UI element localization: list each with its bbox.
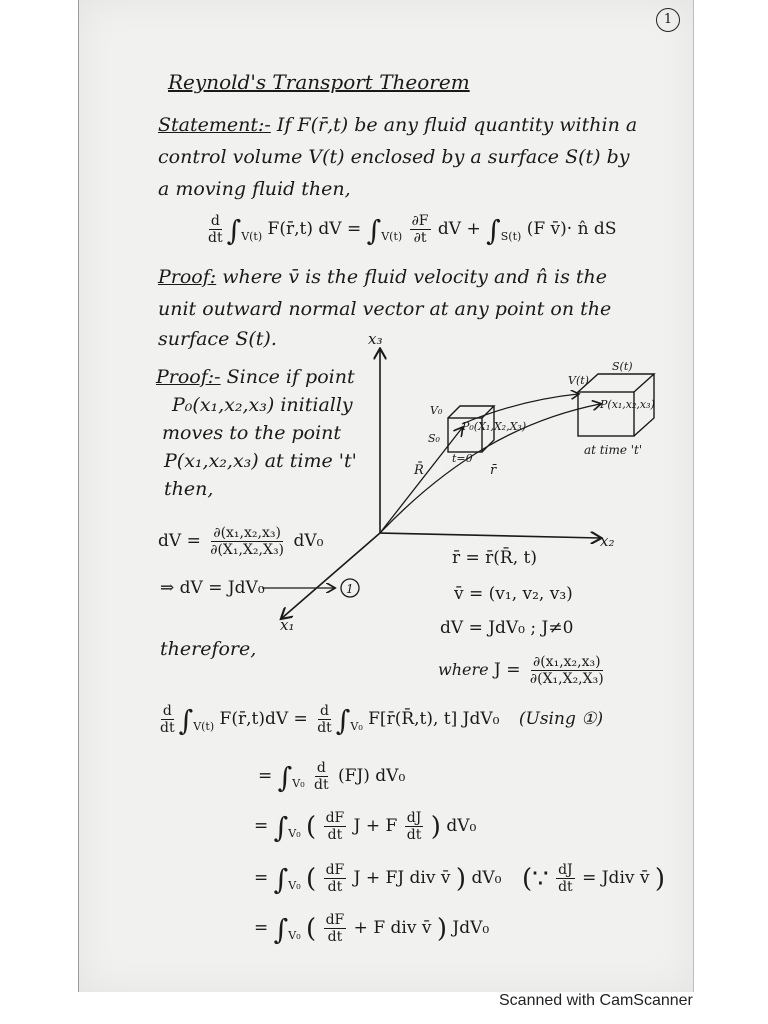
- where-label: Proof:: [158, 266, 217, 288]
- djdt-fraction-2: $\frac{dJ}{dt}$: [558, 862, 573, 895]
- main-eq-rhs2: (F v̄)· n̂ dS: [526, 219, 617, 239]
- jacobian-denominator: ∂(X₁,X₂,X₃): [210, 542, 285, 558]
- t0-label: t=0: [452, 452, 473, 465]
- page-number: 1: [656, 8, 680, 32]
- derivation-l3b: dV₀: [446, 816, 477, 836]
- ddt-fraction-1: $\frac{d}{dt}$: [160, 703, 175, 736]
- main-eq-rhs1: dV: [437, 219, 462, 239]
- proof-label: Proof:-: [156, 366, 221, 388]
- where-word: where: [438, 660, 489, 679]
- derivation-l3a: J + F: [353, 816, 398, 836]
- derivation-l2: (FJ) dV₀: [338, 766, 406, 786]
- dv-equation: [158, 525, 323, 558]
- page-title: Reynold's Transport Theorem: [168, 70, 470, 94]
- therefore-label: therefore,: [160, 638, 257, 660]
- derivation-l5a: + F div v̄: [353, 918, 432, 938]
- j-lhs: J =: [494, 660, 521, 680]
- derivation-line-2: = $\int_{V_0}$ $\frac{d}{dt}$ (FJ) dV₀: [258, 760, 406, 794]
- jacobian-numerator: ∂(x₁,x₂,x₃): [213, 525, 281, 541]
- relation-2: v̄ = (v₁, v₂, v₃): [454, 584, 573, 604]
- x1-label: x₁: [280, 616, 295, 634]
- equation-tag: 1: [346, 582, 354, 596]
- derivation-l4-note: = Jdiv v̄: [582, 868, 650, 888]
- st-label: S(t): [612, 360, 633, 373]
- dv-tail: dV₀: [293, 531, 324, 551]
- dfdt-fraction-1: $\frac{dF}{dt}$: [325, 810, 345, 843]
- relation-3: dV = JdV₀ ; J≠0: [440, 618, 574, 638]
- derivation-line-1: $\frac{d}{dt}$ $\int_{V(t)}$ F(r̄,t)dV = $\frac{d}{dt}$ $\int_{V_0}$ F[r̄(R̄,t), t] JdV₀ (Using ①): [160, 703, 604, 737]
- djdt-fraction: $\frac{dJ}{dt}$: [406, 810, 422, 843]
- derivation-l1-rhs: F[r̄(R̄,t), t] JdV₀: [368, 709, 500, 729]
- j-denominator: ∂(X₁,X₂,X₃): [529, 671, 604, 687]
- relation-1: r̄ = r̄(R̄, t): [452, 548, 538, 568]
- dfdt-fraction-3: $\frac{dF}{dt}$: [325, 912, 345, 945]
- x2-label: x₂: [600, 532, 615, 550]
- r-label: r̄: [490, 463, 497, 478]
- derivation-l4-note-block: (∵ $\frac{dJ}{dt}$ = Jdiv v̄ ): [522, 862, 666, 895]
- v0-label: V₀: [430, 404, 443, 417]
- statement-line-1: If F(r̄,t) be any fluid quantity within a: [276, 114, 638, 136]
- proof-line-2: P₀(x₁,x₂,x₃) initially: [172, 394, 353, 416]
- statement-label: Statement:-: [158, 114, 271, 136]
- ddt-fraction: $\frac{d}{dt}$: [208, 213, 223, 246]
- s0-label: S₀: [428, 432, 440, 445]
- ddt-fraction-2: $\frac{d}{dt}$: [317, 703, 332, 736]
- x2-axis: [380, 533, 600, 538]
- p-label: P(x₁,x₂,x₃): [600, 398, 655, 411]
- proof-line-5: then,: [164, 478, 214, 500]
- at-time-label: at time 't': [584, 443, 643, 457]
- p0-label: P₀(X₁,X₂,X₃): [462, 420, 527, 433]
- main-eq-lhs: F(r̄,t) dV: [267, 219, 342, 239]
- proof-line-4: P(x₁,x₂,x₃) at time 't': [164, 450, 357, 472]
- where-line-2: unit outward normal vector at any point on the: [158, 298, 612, 320]
- position-vector-R: [380, 428, 462, 533]
- derivation-l4a: J + FJ div v̄: [353, 868, 451, 888]
- derivation-line-3: = $\int_{V_0}$ ( $\frac{dF}{dt}$ J + F $\frac{dJ}{dt}$ ) dV₀: [254, 810, 477, 844]
- derivation-line-5: = $\int_{V_0}$ ( $\frac{dF}{dt}$ + F div v̄ ) JdV₀: [254, 912, 490, 946]
- statement-line-2: control volume V(t) enclosed by a surface S(t) by: [158, 146, 630, 168]
- statement-line-3: a moving fluid then,: [158, 178, 351, 200]
- ddt-fraction-3: $\frac{d}{dt}$: [314, 760, 329, 793]
- implies-line: ⇒ dV = JdV₀: [160, 578, 265, 598]
- R-label: R̄: [414, 463, 424, 478]
- dv-lhs: dV =: [158, 531, 201, 551]
- x3-label: x₃: [368, 330, 383, 348]
- derivation-l1-lhs: F(r̄,t)dV =: [219, 709, 308, 729]
- derivation-l4b: dV₀: [471, 868, 502, 888]
- j-numerator: ∂(x₁,x₂,x₃): [532, 654, 601, 670]
- derivation-line-4: = $\int_{V_0}$ ( $\frac{dF}{dt}$ J + FJ div v̄ ) dV₀: [254, 862, 502, 896]
- vt-label: V(t): [568, 374, 589, 387]
- where-line-3: surface S(t).: [158, 328, 277, 350]
- main-equation: $\frac{d}{dt}$ $\int_{V(t)}$ F(r̄,t) dV = $\int_{V(t)}$ $\frac{\partial F}{\partial t}$ dV + $\int_{S(t)}$ (F v̄)· n̂ dS: [208, 213, 617, 247]
- derivation-l5b: JdV₀: [452, 918, 490, 938]
- j-fraction: [528, 654, 606, 687]
- where-line-1: where v̄ is the fluid velocity and n̂ is the: [222, 266, 607, 288]
- partial-fraction: $\frac{\partial F}{\partial t}$: [411, 213, 429, 246]
- proof-line-1: Since if point: [226, 366, 355, 388]
- camscanner-footer: Scanned with CamScanner: [499, 992, 693, 1009]
- dfdt-fraction-2: $\frac{dF}{dt}$: [325, 862, 345, 895]
- j-definition: [438, 654, 608, 687]
- derivation-l1-note: (Using ①): [518, 709, 604, 729]
- jacobian-fraction: [208, 525, 286, 558]
- proof-line-3: moves to the point: [162, 422, 342, 444]
